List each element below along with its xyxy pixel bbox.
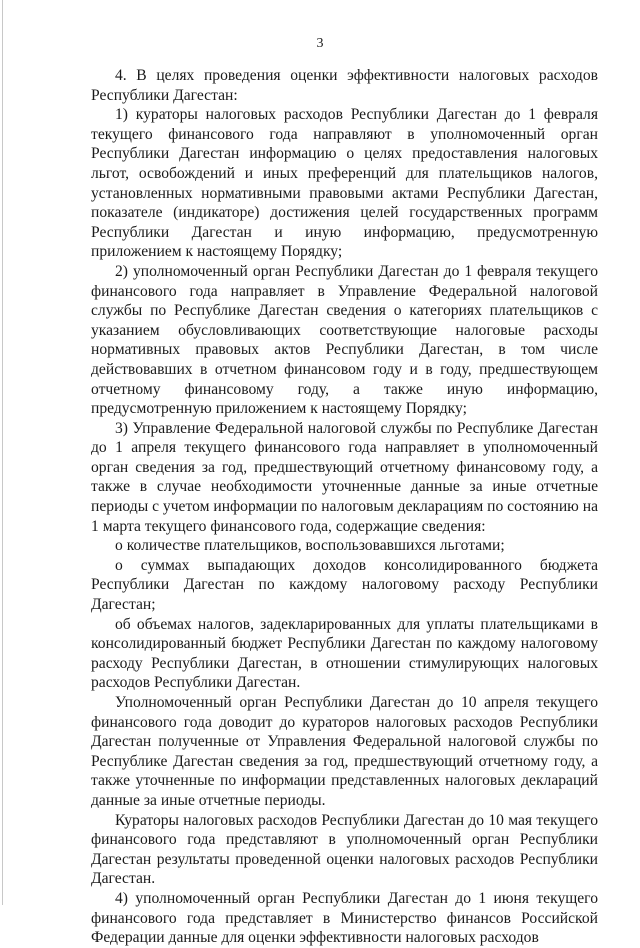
paragraph-item-4: 4) уполномоченный орган Республики Дагестан до 1 июня текущего финансового года представляет в Министерство финансов Российской Федерации данные для оценки эффективности налоговых расходов xyxy=(91,889,598,947)
document-body xyxy=(91,66,598,948)
paragraph-item-3-taxpayer-count: о количестве плательщиков, воспользовавшихся льготами; xyxy=(115,537,505,555)
paragraph-item-3-declared-taxes: об объемах налогов, задекларированных для уплаты плательщиками в консолидированный бюджет Республики Дагестан по каждому налоговому расходу Республики Дагестан, в отношении стимулирующих налоговых расходов Республики Дагестан. xyxy=(91,615,598,692)
paragraph-authority-april: Уполномоченный орган Республики Дагестан до 10 апреля текущего финансового года доводит до кураторов налоговых расходов Республики Дагестан полученные от Управления Федеральной налоговой службы по Республике Дагестан сведения за год, предшествующий отчетному году, а также уточненные по информации представленных налоговых деклараций данные за иные отчетные периоды. xyxy=(91,694,598,809)
scan-edge-line xyxy=(2,0,3,905)
paragraph-item-3-lost-revenue: о суммах выпадающих доходов консолидированного бюджета Республики Дагестан по каждому налоговому расходу Республики Дагестан; xyxy=(91,556,598,614)
paragraph-item-3: 3) Управление Федеральной налоговой службы по Республике Дагестан до 1 апреля текущего финансового года направляет в уполномоченный орган сведения за год, предшествующий отчетному финансовому году, а также в случае необходимости уточненные данные за иные отчетные периоды с учетом информации по налоговым декларациям по состоянию на 1 марта текущего финансового года, содержащие сведения: xyxy=(91,419,598,535)
paragraph-item-2: 2) уполномоченный орган Республики Дагестан до 1 февраля текущего финансового года направляет в Управление Федеральной налоговой службы по Республике Дагестан сведения о категориях плательщиков с указанием обусловливающих соответствующие налоговые расходы нормативных правовых актов Республики Дагестан, в том числе действовавших в отчетном финансовом году и в году, предшествующем отчетному финансовому году, а также иную информацию, предусмотренную приложением к настоящему Порядку; xyxy=(91,262,598,418)
page-number: 3 xyxy=(316,36,324,51)
paragraph-intro: 4. В целях проведения оценки эффективности налоговых расходов Республики Дагестан: xyxy=(91,67,598,104)
paragraph-item-1: 1) кураторы налоговых расходов Республики Дагестан до 1 февраля текущего финансового года направляют в уполномоченный орган Республики Дагестан информацию о целях предоставления налоговых льгот, освобождений и иных преференций для плательщиков налогов, установленных нормативными правовыми актами Республики Дагестан, показателе (индикаторе) достижения целей государственных программ Республики Дагестан и иную информацию, предусмотренную приложением к настоящему Порядку; xyxy=(91,106,598,261)
paragraph-curators-may: Кураторы налоговых расходов Республики Дагестан до 10 мая текущего финансового года представляют в уполномоченный орган Республики Дагестан результаты проведенной оценки налоговых расходов Республики Дагестан. xyxy=(91,811,598,888)
